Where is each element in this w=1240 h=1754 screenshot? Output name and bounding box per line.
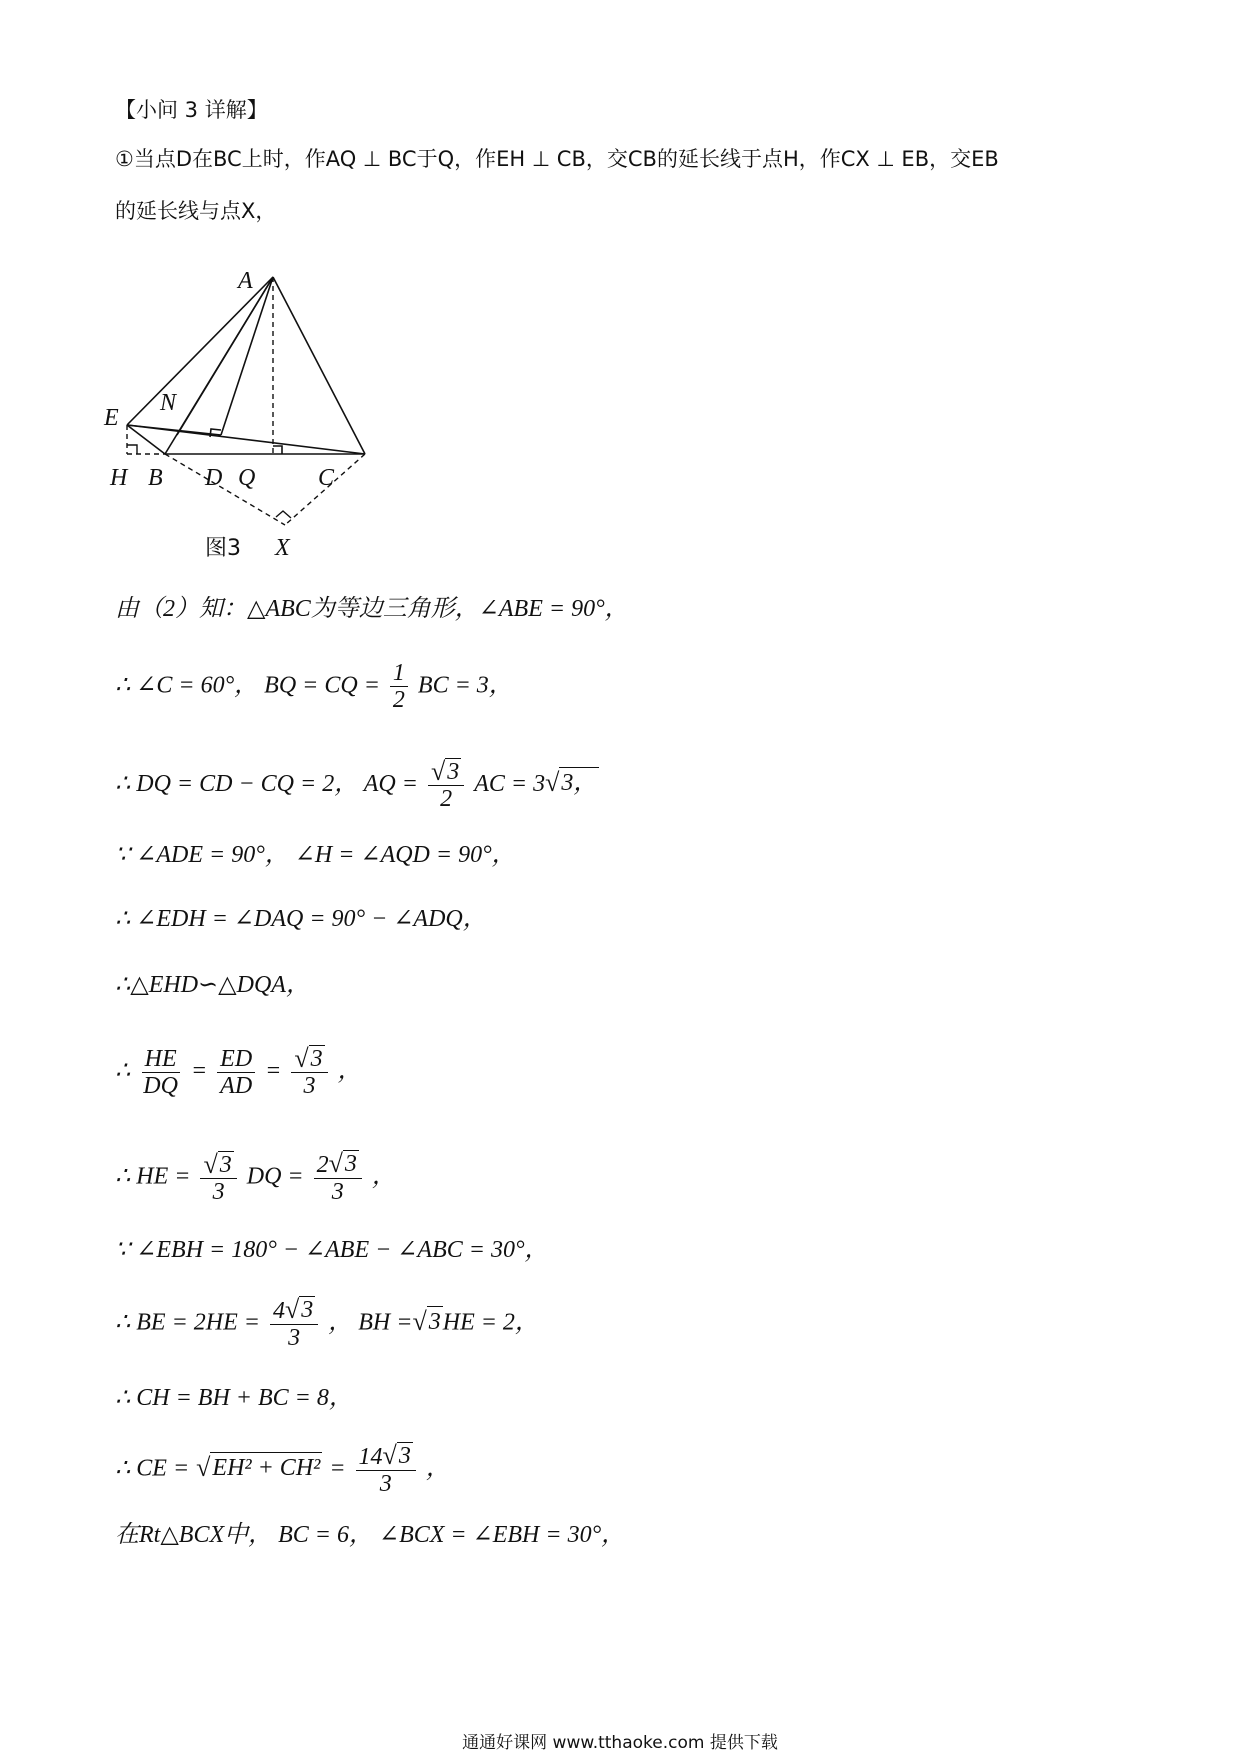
fraction: $\frac{1}{2}$ — [390, 660, 408, 713]
step-6: ∴△EHD∽△DQA， — [115, 972, 310, 998]
intro-line-2: 的延长线与点X， — [115, 199, 277, 223]
fraction: 4 √ 3 3 — [270, 1296, 318, 1351]
step-12: ∴ CE = √ EH² + CH² = 14 √ 3 3 ， — [115, 1441, 450, 1497]
step-8: ∴ HE = √ 3 3 DQ = 2 √ 3 3 ， — [115, 1149, 396, 1205]
fraction: √ 3 3 — [200, 1151, 236, 1205]
step-1: 由（2）知：△ABC为等边三角形，∠ABE = 90°， — [115, 596, 629, 622]
fraction: $\frac{ED}{AD}$ — [217, 1046, 255, 1099]
label-a: A — [238, 268, 253, 294]
fraction: √ 3 2 — [428, 758, 464, 812]
intro-line-1: ①当点D在BC上时，作AQ ⊥ BC于Q，作EH ⊥ CB，交CB的延长线于点H，作CX ⊥ EB，交EB — [115, 147, 999, 171]
step-5: ∴ ∠EDH = ∠DAQ = 90° − ∠ADQ， — [115, 906, 487, 932]
label-h: H — [110, 465, 128, 491]
label-q: Q — [238, 465, 256, 491]
label-x: X — [275, 535, 290, 561]
step-3: ∴ DQ = CD − CQ = 2， AQ = √ 3 2 AC = 3 √ 3， — [115, 757, 598, 812]
figure-caption: 图3 — [205, 536, 241, 561]
step-13: 在Rt△BCX中， BC = 6， ∠BCX = ∠EBH = 30°， — [115, 1522, 626, 1548]
label-d: D — [205, 465, 223, 491]
section-title: 【小问 3 详解】 — [115, 98, 268, 122]
page-footer: 通通好课网 www.tthaoke.com 提供下载 — [462, 1733, 778, 1753]
fraction: $\frac{HE}{DQ}$ — [143, 1045, 178, 1099]
step-7: ∴ $\frac{HE}{DQ}$ = $\frac{ED}{AD}$ = √ 3 3 ， — [115, 1044, 362, 1099]
label-c: C — [318, 465, 335, 491]
step-2: ∴ ∠C = 60°， BQ = CQ = $\frac{1}{2}$ BC = 3， — [115, 660, 513, 713]
step-11: ∴ CH = BH + BC = 8， — [115, 1385, 353, 1411]
fraction: √ 3 3 — [291, 1045, 327, 1099]
label-e: E — [104, 405, 119, 431]
label-n: N — [160, 390, 177, 416]
label-b: B — [148, 465, 163, 491]
step-10: ∴ BE = 2HE = 4 √ 3 3 ， BH = √ 3 HE = 2， — [115, 1295, 539, 1351]
step-9: ∵ ∠EBH = 180° − ∠ABE − ∠ABC = 30°， — [115, 1237, 549, 1263]
step-4: ∵ ∠ADE = 90°， ∠H = ∠AQD = 90°， — [115, 842, 516, 868]
fraction: 14 √ 3 3 — [356, 1442, 416, 1497]
fraction: 2 √ 3 3 — [314, 1150, 362, 1205]
geometry-figure — [104, 265, 410, 565]
